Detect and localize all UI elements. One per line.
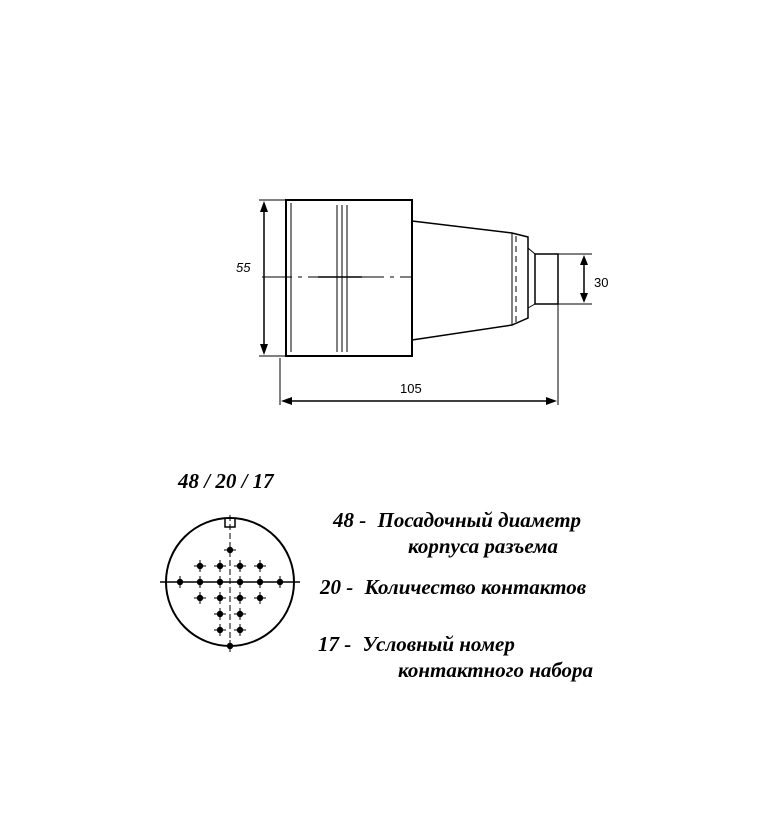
contact-pin xyxy=(254,560,266,572)
contact-pin xyxy=(194,560,206,572)
legend-number: 20 - xyxy=(320,575,354,599)
dimension-height xyxy=(259,200,286,356)
legend-item-diameter-cont xyxy=(408,536,558,557)
legend-text: Условный номер xyxy=(362,632,515,656)
contact-pin xyxy=(224,544,236,556)
dimension-length-label: 105 xyxy=(400,381,422,396)
contact-pin xyxy=(214,624,226,636)
legend-text: Посадочный диаметр xyxy=(377,508,582,532)
contact-pin xyxy=(254,576,266,588)
dimension-tail xyxy=(558,254,592,304)
dimension-tail-label: 30 xyxy=(594,275,609,290)
connector-taper xyxy=(412,221,528,340)
contact-pin xyxy=(214,608,226,620)
contact-pin xyxy=(194,592,206,604)
connector-code: 48 / 20 / 17 xyxy=(178,469,274,493)
legend-item-diameter xyxy=(333,510,581,531)
contact-pin xyxy=(214,592,226,604)
contact-pin xyxy=(234,560,246,572)
dimension-height-label: 55 xyxy=(236,260,251,275)
legend-text: контактного набора xyxy=(398,658,594,682)
contact-pin xyxy=(224,640,236,652)
legend-item-contacts xyxy=(320,577,586,598)
legend-item-insert-cont xyxy=(398,660,593,681)
legend-text: Количество контактов xyxy=(364,575,587,599)
contact-pin xyxy=(234,608,246,620)
legend-text: корпуса разъема xyxy=(408,534,559,558)
contact-pin xyxy=(234,592,246,604)
contact-pin xyxy=(214,560,226,572)
contact-pin xyxy=(194,576,206,588)
legend-number: 48 - xyxy=(333,508,367,532)
connector-side-view xyxy=(262,200,558,356)
contact-pin xyxy=(174,576,186,588)
connector-body xyxy=(286,200,412,356)
contact-pin xyxy=(234,576,246,588)
legend-item-insert xyxy=(318,634,515,655)
contact-pin xyxy=(254,592,266,604)
connector-tail xyxy=(535,254,558,304)
legend-number: 17 - xyxy=(318,632,352,656)
contact-pin xyxy=(234,624,246,636)
contact-pin xyxy=(274,576,286,588)
contact-pin xyxy=(214,576,226,588)
